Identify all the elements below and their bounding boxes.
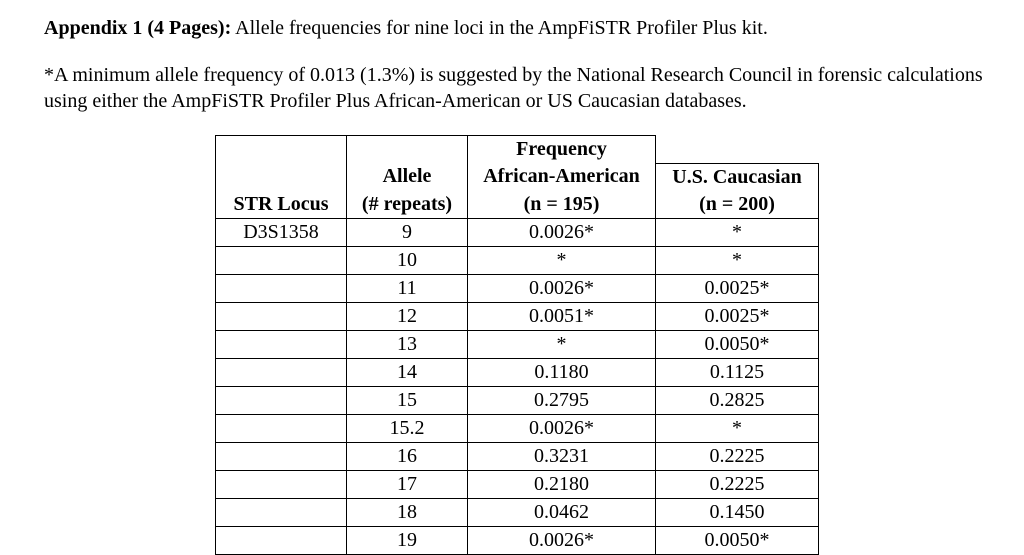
allele-cell: 12 — [347, 302, 468, 330]
locus-cell — [216, 358, 347, 386]
allele-cell: 16 — [347, 442, 468, 470]
header-n-african-american: (n = 195) — [468, 191, 656, 219]
locus-cell — [216, 526, 347, 554]
african-american-cell: 0.0051* — [468, 302, 656, 330]
allele-cell: 15.2 — [347, 414, 468, 442]
us-caucasian-cell: 0.0025* — [656, 302, 819, 330]
header-blank-locus — [216, 136, 347, 164]
us-caucasian-cell: 0.0050* — [656, 330, 819, 358]
header-frequency: Frequency — [468, 136, 656, 164]
african-american-cell: 0.0026* — [468, 526, 656, 554]
page-title — [44, 15, 768, 41]
allele-cell: 17 — [347, 470, 468, 498]
table-row — [216, 386, 819, 414]
locus-cell — [216, 330, 347, 358]
us-caucasian-cell: 0.2225 — [656, 470, 819, 498]
allele-cell: 19 — [347, 526, 468, 554]
us-caucasian-cell: 0.1125 — [656, 358, 819, 386]
african-american-cell: 0.3231 — [468, 442, 656, 470]
allele-cell: 15 — [347, 386, 468, 414]
us-caucasian-cell: 0.1450 — [656, 498, 819, 526]
african-american-cell: 0.0026* — [468, 274, 656, 302]
african-american-cell: * — [468, 246, 656, 274]
allele-cell: 11 — [347, 274, 468, 302]
allele-cell: 14 — [347, 358, 468, 386]
african-american-cell: 0.1180 — [468, 358, 656, 386]
allele-frequency-table — [215, 135, 819, 555]
african-american-cell: 0.0026* — [468, 218, 656, 246]
us-caucasian-cell: * — [656, 414, 819, 442]
header-us-caucasian: U.S. Caucasian — [656, 163, 819, 191]
header-blank-locus-2 — [216, 163, 347, 191]
locus-cell — [216, 274, 347, 302]
table-body — [216, 218, 819, 554]
locus-cell — [216, 246, 347, 274]
table-row — [216, 218, 819, 246]
locus-cell — [216, 302, 347, 330]
us-caucasian-cell: 0.0025* — [656, 274, 819, 302]
us-caucasian-cell: 0.2225 — [656, 442, 819, 470]
us-caucasian-cell: 0.0050* — [656, 526, 819, 554]
allele-cell: 13 — [347, 330, 468, 358]
header-repeats: (# repeats) — [347, 191, 468, 219]
title-rest: Allele frequencies for nine loci in the AmpFiSTR Profiler Plus kit. — [231, 17, 768, 39]
header-blank-caucasian — [656, 136, 819, 164]
table-row — [216, 470, 819, 498]
header-allele: Allele — [347, 163, 468, 191]
allele-cell: 10 — [347, 246, 468, 274]
locus-cell — [216, 498, 347, 526]
locus-cell: D3S1358 — [216, 218, 347, 246]
header-n-us-caucasian: (n = 200) — [656, 191, 819, 219]
table-row — [216, 246, 819, 274]
locus-cell — [216, 442, 347, 470]
locus-cell — [216, 414, 347, 442]
table-row — [216, 358, 819, 386]
african-american-cell: 0.2180 — [468, 470, 656, 498]
allele-cell: 9 — [347, 218, 468, 246]
locus-cell — [216, 386, 347, 414]
table-row — [216, 274, 819, 302]
table-row — [216, 414, 819, 442]
table-row — [216, 302, 819, 330]
african-american-cell: 0.0462 — [468, 498, 656, 526]
header-str-locus: STR Locus — [216, 191, 347, 219]
us-caucasian-cell: * — [656, 246, 819, 274]
table-row — [216, 526, 819, 554]
locus-cell — [216, 470, 347, 498]
table-row — [216, 330, 819, 358]
us-caucasian-cell: 0.2825 — [656, 386, 819, 414]
allele-cell: 18 — [347, 498, 468, 526]
african-american-cell: 0.2795 — [468, 386, 656, 414]
header-african-american: African-American — [468, 163, 656, 191]
table-row — [216, 498, 819, 526]
header-blank-allele — [347, 136, 468, 164]
table-row — [216, 442, 819, 470]
title-bold: Appendix 1 (4 Pages): — [44, 17, 232, 39]
african-american-cell: 0.0026* — [468, 414, 656, 442]
african-american-cell: * — [468, 330, 656, 358]
frequency-note: *A minimum allele frequency of 0.013 (1.3%) is suggested by the National Research Council in forensic calculations using either the AmpFiSTR Profiler Plus African-American or US Caucasian databases. — [44, 64, 983, 112]
us-caucasian-cell: * — [656, 218, 819, 246]
